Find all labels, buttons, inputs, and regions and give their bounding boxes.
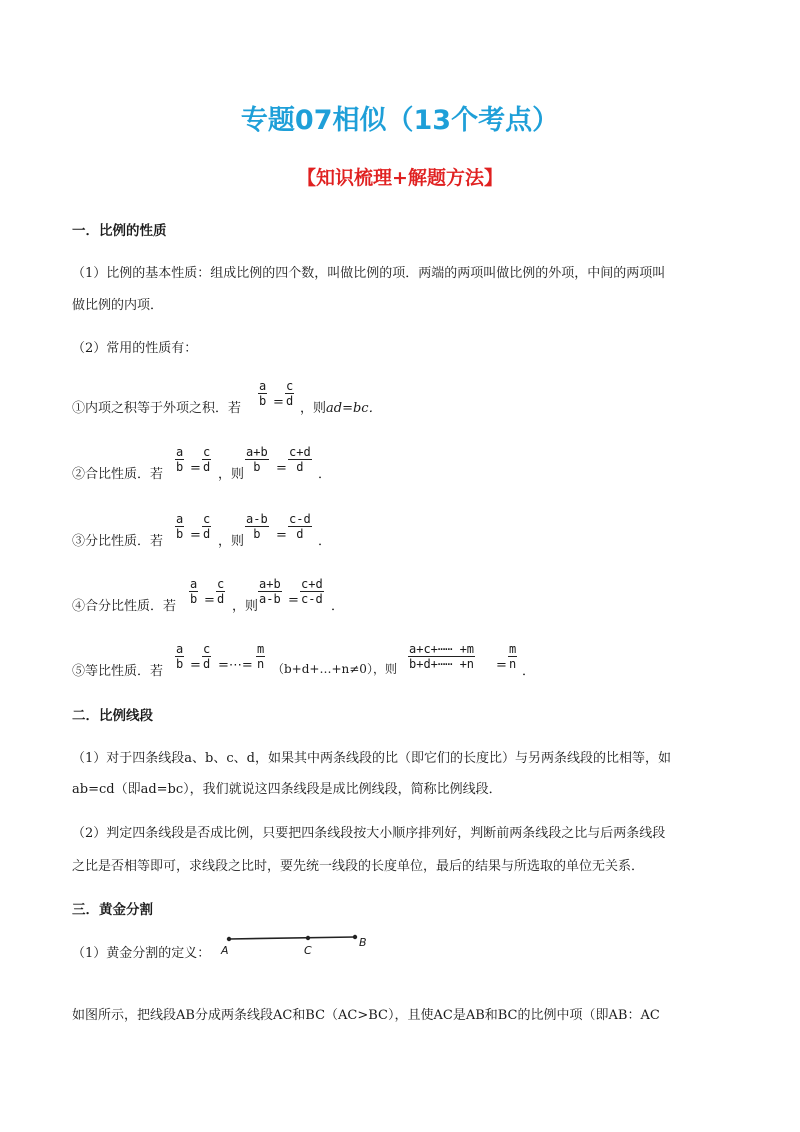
fraction-a-b: $\frac{a}{b}$ — [190, 577, 198, 606]
item-3-mid: ，则 — [218, 534, 245, 549]
paragraph: （2）常用的性质有： — [72, 341, 198, 356]
paragraph: 做比例的内项． — [72, 298, 164, 313]
equals-sign: = — [288, 593, 299, 608]
fraction-c-d: $\frac{c}{d}$ — [217, 577, 225, 606]
point-a — [227, 937, 231, 941]
page-title: 专题07相似（13个考点） — [240, 105, 560, 136]
fraction-cpd-d: $\frac{c+d}{d}$ — [289, 445, 311, 474]
fraction-m-n: $\frac{m}{n}$ — [509, 642, 517, 671]
property-item-2: ②合比性质．若 — [72, 467, 164, 482]
property-item-4: ④合分比性质．若 — [72, 599, 177, 614]
paragraph: ab=cd（即ad=bc），我们就说这四条线段是成比例线段，简称比例线段． — [72, 782, 502, 797]
section-heading-2: 二．比例线段 — [72, 708, 153, 724]
item-4-mid: ，则 — [232, 599, 259, 614]
label-a: A — [221, 944, 229, 957]
golden-section-diagram — [215, 930, 375, 960]
item-5-tail: ． — [522, 664, 536, 679]
equals-sign: = — [190, 461, 201, 476]
label-b: B — [359, 936, 367, 949]
equals-sign: = — [190, 658, 201, 673]
equals-sign: = — [276, 461, 287, 476]
fraction-a-b: $\frac{a}{b}$ — [259, 379, 267, 408]
fraction-cpd-cmd: $\frac{c+d}{c-d}$ — [301, 577, 323, 606]
page-subtitle: 【知识梳理+解题方法】 — [297, 167, 503, 189]
item-4-tail: ． — [331, 599, 345, 614]
fraction-amb-b: $\frac{a-b}{b}$ — [246, 512, 268, 541]
fraction-c-d: $\frac{c}{d}$ — [203, 642, 211, 671]
property-item-5: ⑤等比性质．若 — [72, 664, 164, 679]
paragraph: （1）黄金分割的定义： — [72, 946, 211, 961]
paragraph: 如图所示，把线段AB分成两条线段AC和BC（AC>BC），且使AC是AB和BC的比例中项（即AB：AC — [72, 1008, 660, 1023]
fraction-cmd-d: $\frac{c-d}{d}$ — [289, 512, 311, 541]
item-5-mid: （b+d+…+n≠0），则 — [272, 662, 397, 676]
item-3-tail: ． — [318, 534, 332, 549]
paragraph: （1）对于四条线段a、b、c、d，如果其中两条线段的比（即它们的长度比）与另两条线段的比相等，如 — [72, 751, 671, 766]
fraction-c-d: $\frac{c}{d}$ — [203, 445, 211, 474]
paragraph: 之比是否相等即可，求线段之比时，要先统一线段的长度单位，最后的结果与所选取的单位无关系． — [72, 859, 645, 874]
item-2-mid: ，则 — [218, 467, 245, 482]
section-heading-1: 一．比例的性质 — [72, 223, 167, 239]
equals-sign: = — [496, 658, 507, 673]
point-b — [353, 935, 357, 939]
equals-sign: = — [273, 395, 284, 410]
fraction-apb-amb: $\frac{a+b}{a-b}$ — [259, 577, 281, 606]
label-c: C — [304, 944, 312, 957]
fraction-apb-b: $\frac{a+b}{b}$ — [246, 445, 268, 474]
property-item-3: ③分比性质．若 — [72, 534, 164, 549]
equals-sign: = — [204, 593, 215, 608]
equals-sign: = — [276, 528, 287, 543]
segment-ab — [229, 937, 355, 939]
equals-sign: = — [190, 528, 201, 543]
item-2-tail: ． — [318, 467, 332, 482]
property-item-1: ①内项之积等于外项之积．若 — [72, 401, 242, 416]
fraction-c-d: $\frac{c}{d}$ — [203, 512, 211, 541]
fraction-a-b: $\frac{a}{b}$ — [176, 445, 184, 474]
fraction-c-d: $\frac{c}{d}$ — [286, 379, 294, 408]
equals-chain: =⋯= — [218, 658, 253, 673]
fraction-a-b: $\frac{a}{b}$ — [176, 512, 184, 541]
point-c — [306, 936, 310, 940]
fraction-sum: $\frac{a+c+\cdots\cdots +m}{b+d+\cdots\cdots +n}$ — [409, 642, 475, 671]
paragraph: （1）比例的基本性质：组成比例的四个数，叫做比例的项．两端的两项叫做比例的外项，中间的两项叫 — [72, 266, 666, 281]
paragraph: （2）判定四条线段是否成比例，只要把四条线段按大小顺序排列好，判断前两条线段之比与后两条线段 — [72, 826, 666, 841]
item-1-tail: ，则ad=bc． — [300, 401, 382, 416]
fraction-m-n: $\frac{m}{n}$ — [257, 642, 265, 671]
fraction-a-b: $\frac{a}{b}$ — [176, 642, 184, 671]
section-heading-3: 三．黄金分割 — [72, 902, 153, 918]
